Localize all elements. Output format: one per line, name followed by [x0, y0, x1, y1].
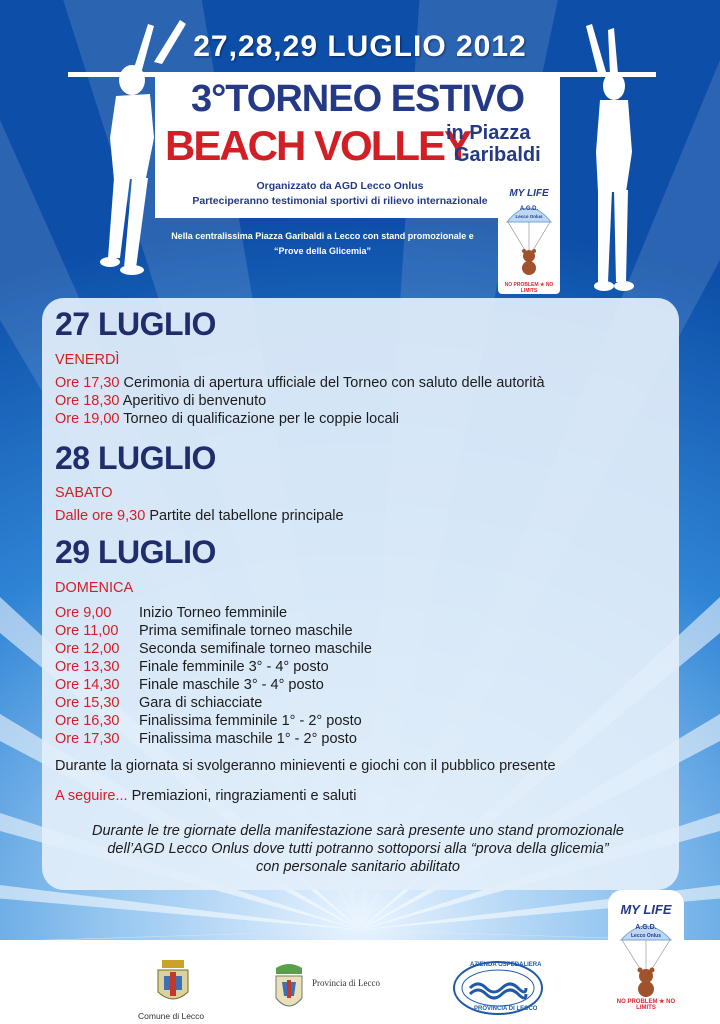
event-dates: 27,28,29 LUGLIO 2012 [193, 30, 527, 63]
logo-name: A.G.D. [519, 206, 539, 212]
intro-line-2: “Prove della Glicemia” [273, 246, 372, 256]
day-title-28: 28 LUGLIO [55, 440, 216, 476]
following-text: Premiazioni, ringraziamenti e saluti [131, 788, 357, 804]
weekday-saturday: SABATO [55, 485, 113, 501]
closing-line-2: dell’AGD Lecco Onlus dove tutti potranno sottoporsi alla “prova della glicemia” [107, 841, 609, 857]
schedule-row [55, 731, 357, 749]
logo-title: MY LIFE [620, 902, 672, 917]
intro-text [150, 229, 495, 259]
schedule-row [55, 605, 287, 623]
location-line-2: Garibaldi [454, 144, 541, 166]
closing-line-1: Durante le tre giornate della manifestazione sarà presente uno stand promozionale [92, 823, 624, 839]
event-time: Ore 15,30 [55, 695, 120, 711]
event-time: Ore 9,00 [55, 605, 112, 621]
location-title [446, 122, 558, 166]
logo-sub: Lecco Onlus [630, 933, 661, 939]
closing-note [48, 822, 668, 876]
schedule-row [55, 411, 399, 429]
logo-title: MY LIFE [509, 188, 549, 199]
event-time: Ore 18,30 [55, 393, 120, 409]
event-text: Partite del tabellone principale [149, 508, 344, 524]
schedule-row [55, 695, 262, 713]
weekday-friday: VENERDÌ [55, 352, 120, 368]
schedule-row [55, 623, 353, 641]
day-title-27: 27 LUGLIO [55, 306, 216, 342]
closing-line-3: con personale sanitario abilitato [256, 859, 460, 875]
event-text: Torneo di qualificazione per le coppie locali [123, 411, 399, 427]
azienda-top-label: AZIENDA OSPEDALIERA [470, 962, 542, 968]
event-text: Finale femminile 3° - 4° posto [139, 659, 329, 675]
schedule-row [55, 375, 545, 393]
event-time: Ore 19,00 [55, 411, 120, 427]
comune-lecco-crest-icon [154, 958, 192, 1008]
schedule-row [55, 713, 362, 731]
following-row [55, 788, 356, 806]
schedule-row [55, 677, 324, 695]
event-time: Ore 14,30 [55, 677, 120, 693]
organizer-text: Organizzato da AGD Lecco Onlus [256, 180, 424, 192]
my-life-logo-top [498, 184, 560, 294]
event-time: Ore 16,30 [55, 713, 120, 729]
provincia-lecco-crest-icon [272, 962, 306, 1014]
logo-footer: NO PROBLEM ★ NO LIMITS [616, 999, 676, 1011]
event-time: Ore 17,30 [55, 731, 120, 747]
event-text: Finalissima femminile 1° - 2° posto [139, 713, 362, 729]
provincia-label: Provincia di Lecco [312, 978, 380, 988]
beach-volley-title: BEACH VOLLEY [165, 122, 471, 169]
day-title-29: 29 LUGLIO [55, 534, 216, 570]
logo-name: A.G.D. [635, 924, 657, 931]
event-text: Seconda semifinale torneo maschile [139, 641, 372, 657]
event-text: Aperitivo di benvenuto [122, 393, 267, 409]
event-text: Inizio Torneo femminile [139, 605, 288, 621]
event-time: Ore 13,30 [55, 659, 120, 675]
weekday-sunday: DOMENICA [55, 580, 134, 596]
event-text: Cerimonia di apertura ufficiale del Torneo con saluto delle autorità [123, 375, 545, 391]
comune-label: Comune di Lecco [138, 1011, 205, 1021]
schedule-row [55, 641, 372, 659]
location-line-1: in Piazza [446, 122, 531, 144]
during-day-note: Durante la giornata si svolgeranno minieventi e giochi con il pubblico presente [55, 758, 556, 774]
logo-footer: NO PROBLEM ★ NO LIMITS [504, 282, 554, 294]
schedule-row [55, 393, 266, 411]
event-time: Ore 17,30 [55, 375, 120, 391]
my-life-logo-bottom [608, 890, 684, 1011]
azienda-bottom-label: PROVINCIA DI LECCO [474, 1006, 538, 1012]
event-text: Prima semifinale torneo maschile [139, 623, 353, 639]
event-time: Ore 12,00 [55, 641, 120, 657]
tournament-title: 3°TORNEO ESTIVO [190, 78, 525, 120]
event-text: Finalissima maschile 1° - 2° posto [139, 731, 357, 747]
player-right-silhouette [578, 22, 650, 292]
testimonials-text: Parteciperanno testimonial sportivi di rilievo internazionale [192, 195, 488, 207]
schedule-row [55, 659, 329, 677]
intro-line-1: Nella centralissima Piazza Garibaldi a Lecco con stand promozionale e [171, 231, 474, 241]
event-text: Gara di schiacciate [139, 695, 263, 711]
schedule-row [55, 508, 344, 526]
event-time: Ore 11,00 [55, 623, 119, 639]
event-text: Finale maschile 3° - 4° posto [139, 677, 324, 693]
logo-sub: Lecco Onlus [515, 214, 543, 219]
following-label: A seguire... [55, 788, 128, 804]
event-time: Dalle ore 9,30 [55, 508, 146, 524]
